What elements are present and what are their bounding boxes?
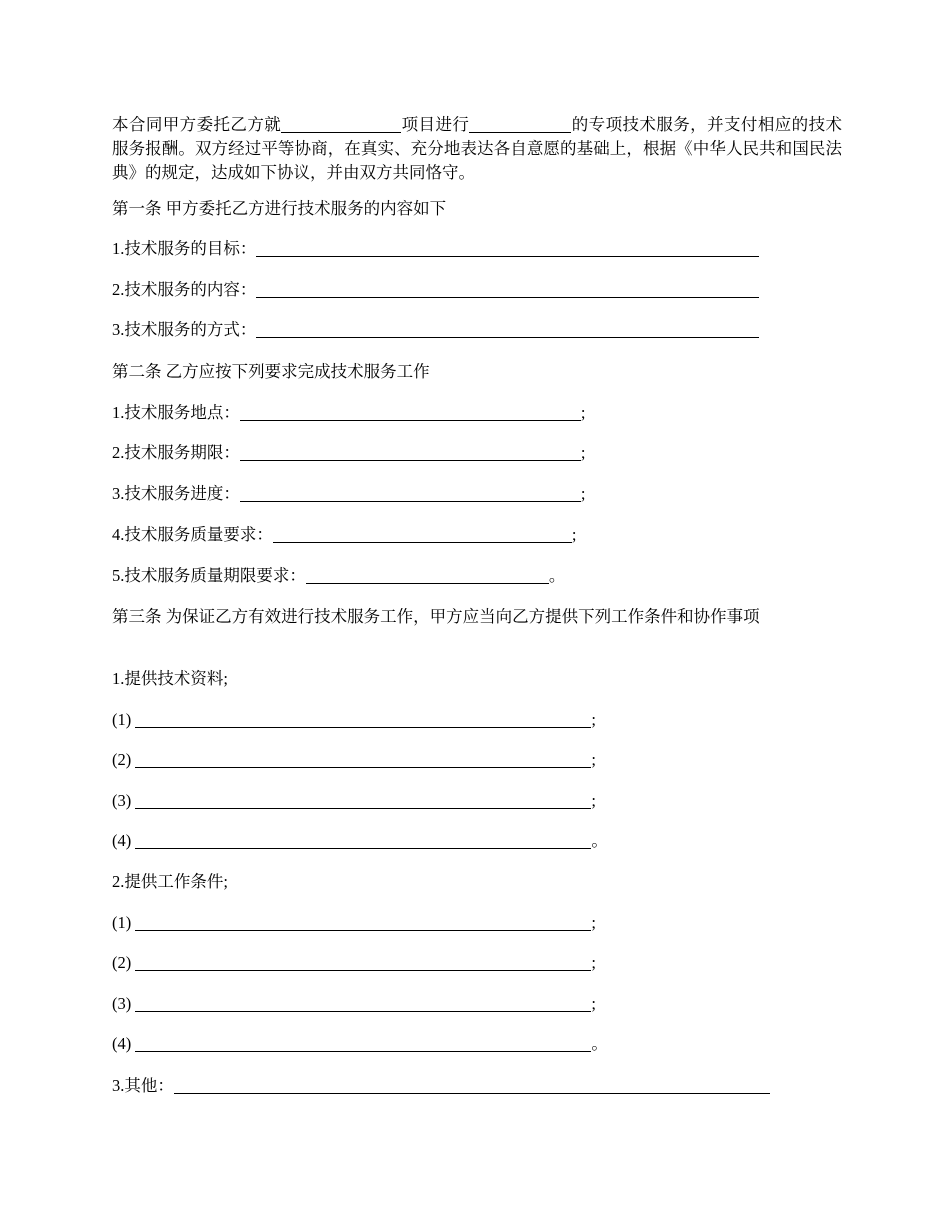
item-label: (2)	[112, 953, 136, 972]
item-end: 。	[591, 831, 608, 850]
item-label: 1.技术服务地点：	[112, 403, 240, 422]
article3-section1-title: 1.提供技术资料;	[112, 669, 228, 688]
item-end: 。	[548, 566, 566, 585]
content-blank[interactable]	[256, 280, 759, 298]
article3-heading: 第三条 为保证乙方有效进行技术服务工作，甲方应当向乙方提供下列工作条件和协作事项	[112, 607, 760, 626]
article2-item-period	[112, 441, 585, 465]
item-end: ;	[591, 913, 596, 932]
item-end: ;	[580, 443, 586, 462]
item-label: 3.其他：	[112, 1076, 174, 1095]
tech-doc-blank-3[interactable]	[135, 791, 591, 809]
item-label: 5.技术服务质量期限要求：	[112, 566, 306, 585]
work-cond-blank-1[interactable]	[135, 913, 591, 931]
work-cond-blank-4[interactable]	[135, 1034, 591, 1052]
item-label: 2.技术服务的内容：	[112, 280, 257, 299]
tech-doc-item-3	[112, 789, 596, 813]
intro-paragraph	[112, 113, 842, 185]
item-end: ;	[591, 994, 596, 1013]
work-cond-blank-3[interactable]	[135, 994, 591, 1012]
article2-item-quality	[112, 523, 576, 547]
article2-item-progress	[112, 482, 585, 506]
item-end: ;	[580, 403, 586, 422]
item-end: ;	[591, 750, 596, 769]
article1-heading: 第一条 甲方委托乙方进行技术服务的内容如下	[112, 199, 447, 218]
article1-item-content	[112, 278, 759, 302]
item-end: ;	[591, 710, 596, 729]
article2-heading: 第二条 乙方应按下列要求完成技术服务工作	[112, 362, 430, 381]
quality-period-blank[interactable]	[306, 566, 549, 584]
item-label: (4)	[112, 831, 136, 850]
project-name-blank[interactable]	[281, 115, 401, 133]
article2-item-quality-period	[112, 564, 565, 588]
item-label: (1)	[112, 913, 136, 932]
item-label: 2.技术服务期限：	[112, 443, 240, 462]
intro-text-3: 的专项技术服务，并支付相应的技术服务报酬。双方经过平等协商，在真实、充分地表达各自意愿的基础上，根据《中华人民共和国民法典》的规定，达成如下协议，并由双方共同恪守。	[112, 115, 843, 182]
item-label: 4.技术服务质量要求：	[112, 525, 273, 544]
service-type-blank[interactable]	[469, 115, 571, 133]
item-end: 。	[591, 1034, 608, 1053]
progress-blank[interactable]	[240, 484, 581, 502]
item-label: (1)	[112, 710, 136, 729]
work-cond-item-3	[112, 992, 596, 1016]
tech-doc-blank-2[interactable]	[135, 750, 591, 768]
tech-doc-item-2	[112, 748, 596, 772]
work-cond-item-4	[112, 1032, 608, 1056]
item-end: ;	[591, 953, 596, 972]
intro-text-1: 本合同甲方委托乙方就	[112, 115, 282, 134]
work-cond-item-1	[112, 911, 596, 935]
article1-item-goal	[112, 237, 759, 261]
tech-doc-item-1	[112, 708, 596, 732]
tech-doc-blank-1[interactable]	[135, 710, 591, 728]
other-blank[interactable]	[174, 1076, 770, 1094]
quality-blank[interactable]	[273, 525, 572, 543]
article3-other	[112, 1074, 770, 1098]
item-label: 3.技术服务的方式：	[112, 320, 257, 339]
tech-doc-item-4	[112, 829, 608, 853]
tech-doc-blank-4[interactable]	[135, 831, 591, 849]
work-cond-item-2	[112, 951, 596, 975]
intro-text-2: 项目进行	[401, 115, 470, 134]
goal-blank[interactable]	[256, 239, 759, 257]
item-label: 1.技术服务的目标：	[112, 239, 257, 258]
item-label: (3)	[112, 791, 136, 810]
item-end: ;	[580, 484, 586, 503]
article2-item-location	[112, 401, 585, 425]
item-label: (2)	[112, 750, 136, 769]
article3-section2-title: 2.提供工作条件;	[112, 872, 228, 891]
period-blank[interactable]	[240, 443, 581, 461]
item-label: (4)	[112, 1034, 136, 1053]
item-end: ;	[591, 791, 596, 810]
item-label: 3.技术服务进度：	[112, 484, 240, 503]
location-blank[interactable]	[240, 403, 581, 421]
article1-item-method	[112, 318, 759, 342]
item-end: ;	[571, 525, 577, 544]
item-label: (3)	[112, 994, 136, 1013]
work-cond-blank-2[interactable]	[135, 953, 591, 971]
method-blank[interactable]	[256, 320, 759, 338]
